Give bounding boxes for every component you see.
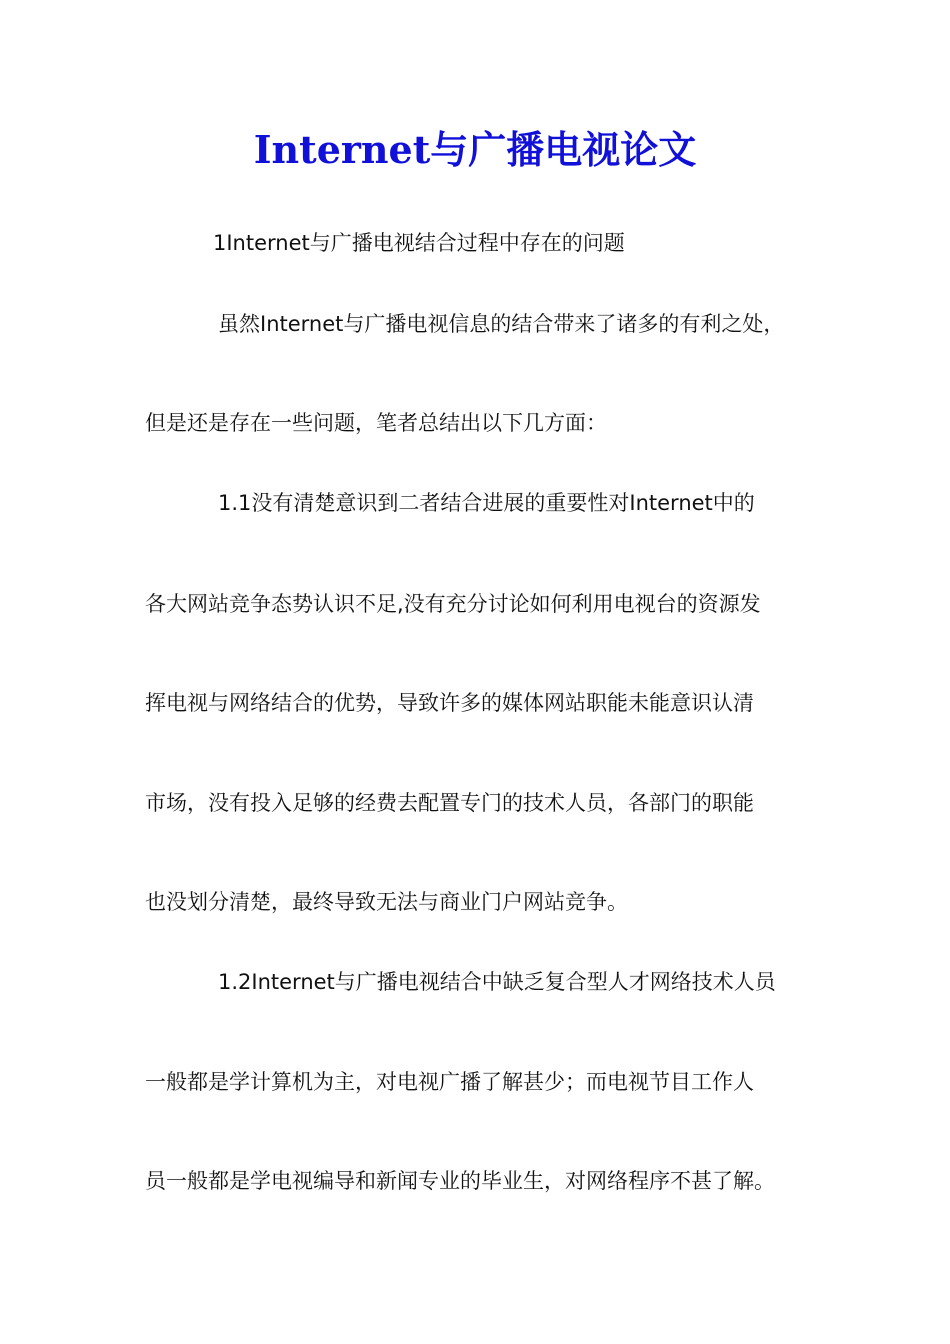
paragraph-line: 各大网站竞争态势认识不足,没有充分讨论如何利用电视台的资源发 — [145, 592, 761, 616]
paragraph-line: 但是还是存在一些问题，笔者总结出以下几方面： — [145, 411, 607, 435]
section-heading-1-2: 1.2Internet与广播电视结合中缺乏复合型人才网络技术人员 — [218, 970, 776, 994]
paragraph-line: 也没划分清楚，最终导致无法与商业门户网站竞争。 — [145, 890, 628, 914]
paragraph-line: 挥电视与网络结合的优势，导致许多的媒体网站职能未能意识认清 — [145, 691, 754, 715]
document-title: Internet与广播电视论文 — [253, 127, 697, 172]
paragraph-line: 市场，没有投入足够的经费去配置专门的技术人员，各部门的职能 — [145, 791, 754, 815]
paragraph-line: 虽然Internet与广播电视信息的结合带来了诸多的有利之处， — [218, 312, 785, 336]
paragraph-line: 员一般都是学电视编导和新闻专业的毕业生，对网络程序不甚了解。 — [145, 1169, 775, 1193]
section-heading-1: 1Internet与广播电视结合过程中存在的问题 — [213, 231, 625, 255]
paragraph-line: 一般都是学计算机为主，对电视广播了解甚少；而电视节目工作人 — [145, 1070, 754, 1094]
section-heading-1-1: 1.1没有清楚意识到二者结合进展的重要性对Internet中的 — [218, 491, 755, 515]
